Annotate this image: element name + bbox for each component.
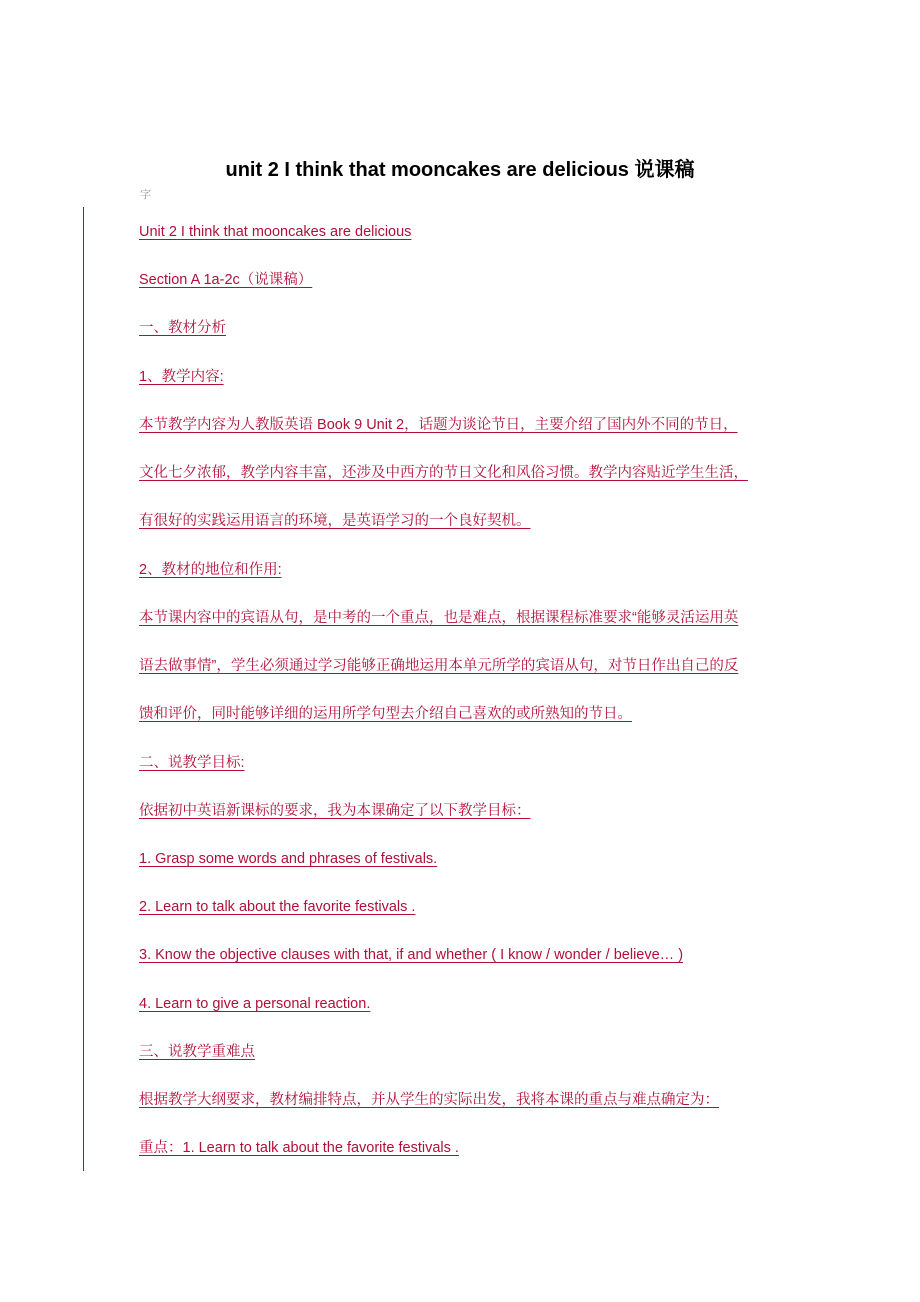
heading-teaching-objectives: 二、说教学目标:	[139, 755, 245, 771]
objective-item: 4. Learn to give a personal reaction.	[139, 996, 371, 1012]
objective-item: 3. Know the objective clauses with that, if and whether ( I know / wonder / believe… )	[139, 947, 684, 963]
unit-heading: Unit 2 I think that mooncakes are delicious	[139, 224, 412, 240]
paragraph-line: 本节课内容中的宾语从句，是中考的一个重点，也是难点，根据课程标准要求“能够灵活运用英	[139, 610, 739, 626]
paragraph-line: 根据教学大纲要求，教材编排特点，并从学生的实际出发，我将本课的重点与难点确定为：	[139, 1092, 719, 1108]
key-point-item: 重点：1. Learn to talk about the favorite festivals .	[139, 1140, 459, 1156]
paragraph-line: 依据初中英语新课标的要求，我为本课确定了以下教学目标：	[139, 803, 531, 819]
heading-key-difficult-points: 三、说教学重难点	[139, 1044, 255, 1060]
subheading-status-role: 2、教材的地位和作用:	[139, 562, 282, 578]
revision-change-bar	[83, 207, 84, 1171]
paragraph-line: 文化七夕浓郁，教学内容丰富，还涉及中西方的节日文化和风俗习惯。教学内容贴近学生生活，	[139, 465, 748, 481]
paragraph-line: 语去做事情”，学生必须通过学习能够正确地运用本单元所学的宾语从句，对节日作出自己的反	[139, 658, 739, 674]
heading-textbook-analysis: 一、教材分析	[139, 320, 226, 336]
objective-item: 2. Learn to talk about the favorite festivals .	[139, 899, 416, 915]
objective-item: 1. Grasp some words and phrases of festivals.	[139, 851, 438, 867]
document-title: unit 2 I think that mooncakes are delicious 说课稿	[225, 159, 695, 181]
paragraph-line: 有很好的实践运用语言的环境，是英语学习的一个良好契机。	[139, 513, 531, 529]
paragraph-line: 本节教学内容为人教版英语 Book 9 Unit 2，话题为谈论节日，主要介绍了国内外不同的节日，	[139, 417, 738, 433]
subheading-teaching-content: 1、教学内容:	[139, 369, 224, 385]
section-heading: Section A 1a-2c（说课稿）	[139, 272, 313, 288]
margin-mark: 字	[140, 188, 151, 201]
paragraph-line: 馈和评价，同时能够详细的运用所学句型去介绍自己喜欢的或所熟知的节日。	[139, 706, 632, 722]
